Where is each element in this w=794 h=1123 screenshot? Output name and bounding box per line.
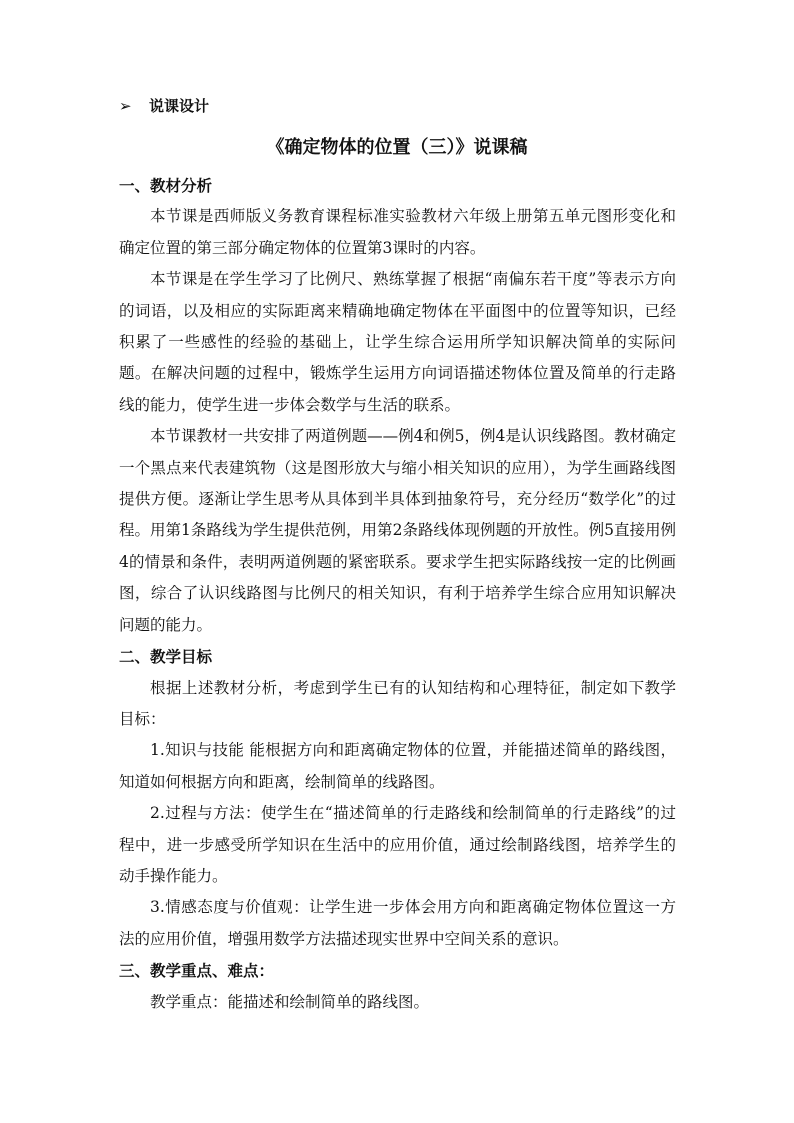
heading-teaching-goals: 二、教学目标 — [119, 647, 213, 667]
arrow-bullet-icon: ➢ — [119, 97, 132, 115]
section-header — [119, 94, 209, 118]
paragraph: 根据上述教材分析，考虑到学生已有的认知结构和心理特征，制定如下教学目标： — [119, 678, 676, 728]
heading-key-points: 三、教学重点、难点： — [119, 961, 275, 981]
heading-textbook-analysis: 一、教材分析 — [119, 176, 213, 195]
paragraph: 本节课是西师版义务教育课程标准实验教材六年级上册第五单元图形变化和确定位置的第三部分确定物体的位置第3课时的内容。 — [119, 207, 676, 257]
paragraph: 本节课教材一共安排了两道例题——例4和例5，例4是认识线路图。教材确定一个黑点来代表建筑物（这是图形放大与缩小相关知识的应用），为学生画路线图提供方便。逐渐让学生思考从具体到半具体到抽象符号，充分经历“数学化”的过程。用第1条路线为学生提供范例，用第2条路线体现例题的开放性。例5直接用例4的情景和条件，表明两道例题的紧密联系。要求学生把实际路线按一定的比例画图，综合了认识线路图与比例尺的相关知识，有利于培养学生综合应用知识解决问题的能力。 — [119, 427, 676, 634]
document-body — [119, 170, 676, 1018]
section-header-label: 说课设计 — [149, 97, 210, 115]
paragraph: 教学重点：能描述和绘制简单的路线图。 — [150, 992, 430, 1011]
document-title: 《确定物体的位置（三）》说课稿 — [266, 137, 528, 158]
goal-item: 2.过程与方法：使学生在“描述简单的行走路线和绘制简单的行走路线”的过程中，进一步感受所学知识在生活中的应用价值，通过绘制路线图，培养学生的动手操作能力。 — [119, 804, 676, 885]
goal-item: 1.知识与技能 能根据方向和距离确定物体的位置，并能描述简单的路线图，知道如何根据方向和距离，绘制简单的线路图。 — [119, 741, 676, 791]
paragraph: 本节课是在学生学习了比例尺、熟练掌握了根据“南偏东若干度”等表示方向的词语，以及相应的实际距离来精确地确定物体在平面图中的位置等知识，已经积累了一些感性的经验的基础上，让学生综合运用所学知识解决简单的实际问题。在解决问题的过程中，锻炼学生运用方向词语描述物体位置及简单的行走路线的能力，使学生进一步体会数学与生活的联系。 — [119, 270, 676, 414]
goal-item: 3.情感态度与价值观：让学生进一步体会用方向和距离确定物体位置这一方法的应用价值，增强用数学方法描述现实世界中空间关系的意识。 — [119, 898, 676, 948]
